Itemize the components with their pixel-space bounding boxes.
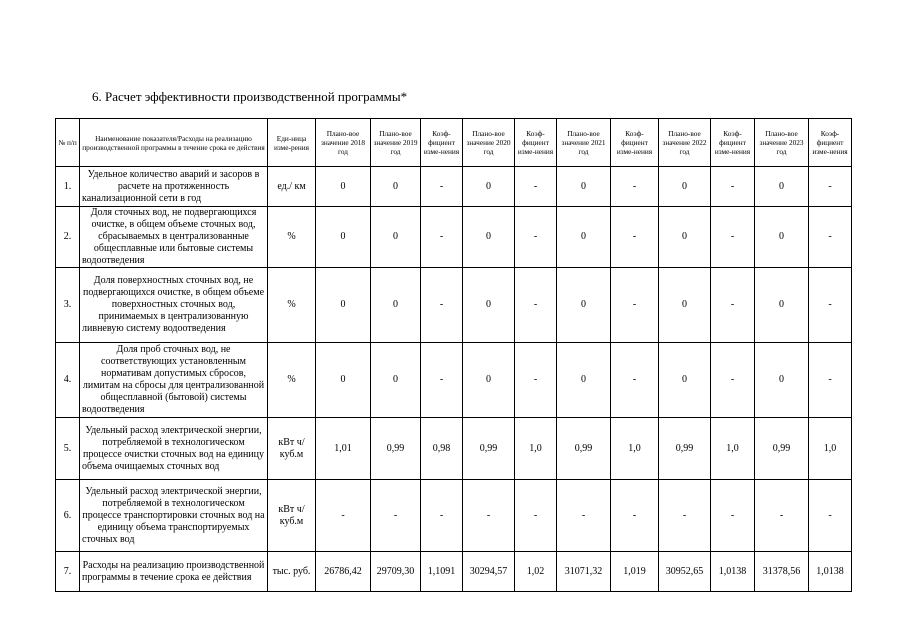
column-header: Плано-вое значение 2020 год: [463, 119, 515, 167]
value-cell: 0: [659, 207, 711, 268]
value-cell: 0,99: [463, 418, 515, 480]
value-cell: 0,99: [755, 418, 809, 480]
indicator-name: Доля проб сточных вод, не соответствующих установленным нормативам допустимых сбросов, лимитам на сбросы для централизованной общесплавной (бытовой) системы водоотведения: [80, 343, 268, 418]
value-cell: 29709,30: [371, 552, 421, 592]
value-cell: 1,0: [711, 418, 755, 480]
value-cell: 30294,57: [463, 552, 515, 592]
row-number: 3.: [56, 268, 80, 343]
value-cell: 1,0: [611, 418, 659, 480]
column-header: Еди-ница изме-рения: [268, 119, 316, 167]
value-cell: 0: [371, 207, 421, 268]
row-number: 7.: [56, 552, 80, 592]
value-cell: 26786,42: [316, 552, 371, 592]
value-cell: 0,98: [421, 418, 463, 480]
value-cell: -: [421, 167, 463, 207]
table-row: [56, 418, 852, 480]
value-cell: 0: [557, 207, 611, 268]
row-number: 5.: [56, 418, 80, 480]
value-cell: 1,1091: [421, 552, 463, 592]
value-cell: 0: [659, 167, 711, 207]
table-row: [56, 268, 852, 343]
value-cell: 1,0: [515, 418, 557, 480]
unit-cell: %: [268, 268, 316, 343]
value-cell: -: [809, 268, 852, 343]
value-cell: -: [316, 480, 371, 552]
value-cell: -: [371, 480, 421, 552]
unit-cell: %: [268, 343, 316, 418]
value-cell: -: [711, 268, 755, 343]
table-body: [56, 167, 852, 592]
value-cell: 0,99: [557, 418, 611, 480]
value-cell: -: [611, 167, 659, 207]
unit-cell: %: [268, 207, 316, 268]
value-cell: 1,0138: [711, 552, 755, 592]
indicator-name: Удельный расход электрической энергии, потребляемой в технологическом процессе транспортировки сточных вод на единицу объема транспортируемых сточных вод: [80, 480, 268, 552]
value-cell: -: [515, 268, 557, 343]
column-header: № п/п: [56, 119, 80, 167]
value-cell: -: [711, 207, 755, 268]
value-cell: -: [809, 167, 852, 207]
value-cell: 0: [371, 167, 421, 207]
value-cell: -: [515, 480, 557, 552]
column-header: Плано-вое значение 2021 год: [557, 119, 611, 167]
value-cell: 0: [463, 207, 515, 268]
section-heading: 6. Расчет эффективности производственной программы*: [92, 89, 408, 104]
value-cell: 1,019: [611, 552, 659, 592]
value-cell: 0: [755, 167, 809, 207]
efficiency-table: [55, 118, 852, 592]
column-header: Коэф-фициент изме-нения: [421, 119, 463, 167]
column-header: Коэф-фициент изме-нения: [611, 119, 659, 167]
table-row: [56, 480, 852, 552]
table-row: [56, 207, 852, 268]
value-cell: -: [711, 480, 755, 552]
value-cell: 0: [755, 207, 809, 268]
value-cell: 31071,32: [557, 552, 611, 592]
table-row: [56, 343, 852, 418]
unit-cell: тыс. руб.: [268, 552, 316, 592]
column-header: Коэф-фициент изме-нения: [809, 119, 852, 167]
value-cell: -: [515, 343, 557, 418]
value-cell: 0: [463, 343, 515, 418]
value-cell: 0: [463, 167, 515, 207]
value-cell: 0: [659, 343, 711, 418]
value-cell: 0: [463, 268, 515, 343]
value-cell: 0: [316, 167, 371, 207]
column-header: Плано-вое значение 2023 год: [755, 119, 809, 167]
value-cell: -: [611, 207, 659, 268]
value-cell: 1,01: [316, 418, 371, 480]
value-cell: -: [809, 480, 852, 552]
unit-cell: ед./ км: [268, 167, 316, 207]
table-row: [56, 167, 852, 207]
row-number: 1.: [56, 167, 80, 207]
unit-cell: кВт ч/куб.м: [268, 418, 316, 480]
row-number: 4.: [56, 343, 80, 418]
table-row: [56, 552, 852, 592]
value-cell: 0: [659, 268, 711, 343]
indicator-name: Расходы на реализацию производственной программы в течение срока ее действия: [80, 552, 268, 592]
value-cell: 0: [557, 343, 611, 418]
value-cell: -: [755, 480, 809, 552]
column-header: Коэф-фициент изме-нения: [515, 119, 557, 167]
indicator-name: Доля поверхностных сточных вод, не подвергающихся очистке, в общем объеме поверхностных сточных вод, принимаемых в централизованную ливневую систему водоотведения: [80, 268, 268, 343]
indicator-name: Удельный расход электрической энергии, потребляемой в технологическом процессе очистки сточных вод на единицу объема очищаемых сточных вод: [80, 418, 268, 480]
value-cell: 0: [316, 268, 371, 343]
value-cell: 0: [557, 268, 611, 343]
value-cell: -: [809, 207, 852, 268]
value-cell: 0: [371, 268, 421, 343]
table-header-row: [56, 119, 852, 167]
value-cell: 30952,65: [659, 552, 711, 592]
value-cell: -: [611, 343, 659, 418]
value-cell: -: [463, 480, 515, 552]
indicator-name: Доля сточных вод, не подвергающихся очистке, в общем объеме сточных вод, сбрасываемых в централизованные общесплавные или бытовые системы водоотведения: [80, 207, 268, 268]
value-cell: -: [421, 343, 463, 418]
column-header: Наименование показателя/Расходы на реализацию производственной программы в течение срока ее действия: [80, 119, 268, 167]
row-number: 6.: [56, 480, 80, 552]
row-number: 2.: [56, 207, 80, 268]
value-cell: -: [711, 167, 755, 207]
value-cell: 0,99: [659, 418, 711, 480]
value-cell: -: [421, 480, 463, 552]
value-cell: -: [421, 207, 463, 268]
value-cell: -: [421, 268, 463, 343]
value-cell: 1,0: [809, 418, 852, 480]
value-cell: 0: [316, 343, 371, 418]
value-cell: 0,99: [371, 418, 421, 480]
indicator-name: Удельное количество аварий и засоров в расчете на протяженность канализационной сети в год: [80, 167, 268, 207]
value-cell: 0: [755, 343, 809, 418]
value-cell: -: [557, 480, 611, 552]
value-cell: 1,0138: [809, 552, 852, 592]
value-cell: -: [659, 480, 711, 552]
value-cell: 0: [755, 268, 809, 343]
column-header: Коэф-фициент изме-нения: [711, 119, 755, 167]
value-cell: -: [711, 343, 755, 418]
value-cell: -: [611, 480, 659, 552]
value-cell: 0: [316, 207, 371, 268]
column-header: Плано-вое значение 2019 год: [371, 119, 421, 167]
value-cell: -: [611, 268, 659, 343]
value-cell: -: [515, 207, 557, 268]
column-header: Плано-вое значение 2022 год: [659, 119, 711, 167]
value-cell: 0: [557, 167, 611, 207]
value-cell: 0: [371, 343, 421, 418]
value-cell: -: [515, 167, 557, 207]
value-cell: 1,02: [515, 552, 557, 592]
value-cell: 31378,56: [755, 552, 809, 592]
value-cell: -: [809, 343, 852, 418]
column-header: Плано-вое значение 2018 год: [316, 119, 371, 167]
unit-cell: кВт ч/куб.м: [268, 480, 316, 552]
